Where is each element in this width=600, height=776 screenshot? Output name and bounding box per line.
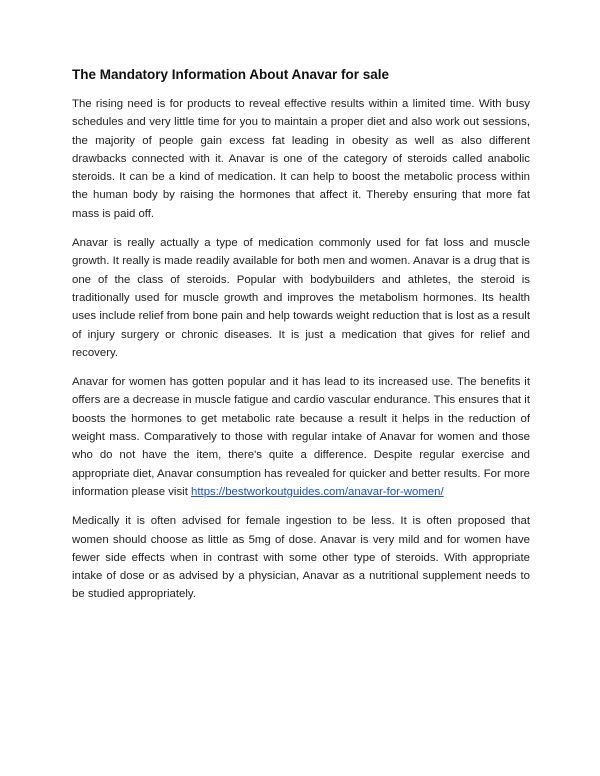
paragraph-1: The rising need is for products to reveal effective results within a limited time. With busy schedules and very little time for you to maintain a proper diet and also work out sessions, the majority of people gain excess fat leading in obesity as well as also different drawbacks connected with it. Anavar is one of the category of steroids called anabolic steroids. It can be a kind of medication. It can help to boost the metabolic process within the human body by raising the hormones that affect it. Thereby ensuring that more fat mass is paid off. <box>72 98 530 220</box>
document-page <box>72 66 530 615</box>
document-title: The Mandatory Information About Anavar for sale <box>72 67 390 82</box>
bestworkoutguides-link[interactable]: https://bestworkoutguides.com/anavar-for-women/ <box>191 485 444 498</box>
paragraph-2: Anavar is really actually a type of medication commonly used for fat loss and muscle growth. It really is made readily available for both men and women. Anavar is a drug that is one of the class of steroids. Popular with bodybuilders and athletes, the steroid is traditionally used for muscle growth and improves the metabolism hormones. Its health uses include relief from bone pain and help towards weight reduction that is lost as a result of injury surgery or chronic diseases. It is just a medication that gives for relief and recovery. <box>72 237 530 359</box>
paragraph-3 <box>72 373 530 501</box>
paragraph-4: Medically it is often advised for female ingestion to be less. It is often proposed that women should choose as little as 5mg of dose. Anavar is very mild and for women have fewer side effects when in contrast with some other type of steroids. With appropriate intake of dose or as advised by a physician, Anavar as a nutritional supplement needs to be studied appropriately. <box>72 515 530 601</box>
paragraph-3-text: Anavar for women has gotten popular and it has lead to its increased use. The benefits it offers are a decrease in muscle fatigue and cardio vascular endurance. This ensures that it boosts the hormones to get metabolic rate because a result it helps in the reduction of weight mass. Comparatively to those with regular intake of Anavar for women and those who do not have the item, there's quite a difference. Despite regular exercise and appropriate diet, Anavar consumption has revealed for quicker and better results. For more information please visit <box>72 376 530 498</box>
